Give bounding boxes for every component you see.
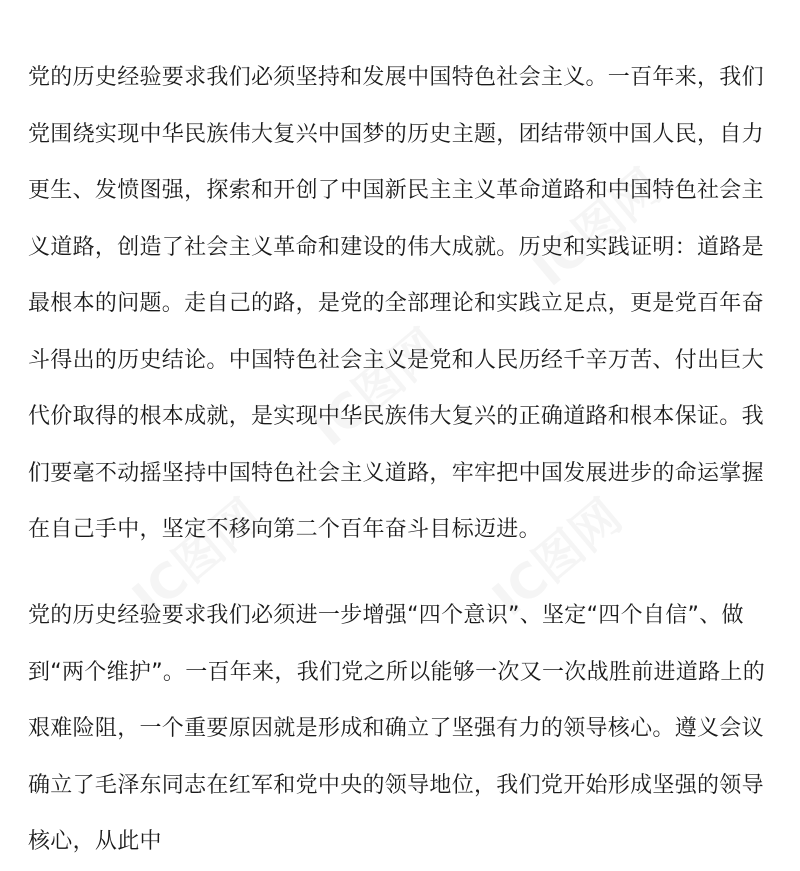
- paragraph-1: 党的历史经验要求我们必须坚持和发展中国特色社会主义。一百年来，我们党围绕实现中华民族伟大复兴中国梦的历史主题，团结带领中国人民，自力更生、发愤图强，探索和开创了中国新民主主义革命道路和中国特色社会主义道路，创造了社会主义革命和建设的伟大成就。历史和实践证明：道路是最根本的问题。走自己的路，是党的全部理论和实践立足点，更是党百年奋斗得出的历史结论。中国特色社会主义是党和人民历经千辛万苦、付出巨大代价取得的根本成就，是实现中华民族伟大复兴的正确道路和根本保证。我们要毫不动摇坚持中国特色社会主义道路，牢牢把中国发展进步的命运掌握在自己手中，坚定不移向第二个百年奋斗目标迈进。: [28, 65, 764, 542]
- watermark-logo: IC图网: [302, 318, 453, 458]
- watermark-logo: IC图网: [522, 158, 673, 298]
- watermark-logo: IC图网: [122, 488, 273, 628]
- watermark-logo: IC图网: [482, 488, 633, 628]
- paragraph-2: 党的历史经验要求我们必须进一步增强“四个意识”、坚定“四个自信”、做到“两个维护”。一百年来，我们党之所以能够一次又一次战胜前进道路上的艰难险阻，一个重要原因就是形成和确立了坚强有力的领导核心。遵义会议确立了毛泽东同志在红军和党中央的领导地位，我们党开始形成坚强的领导核心，从此中: [28, 603, 765, 854]
